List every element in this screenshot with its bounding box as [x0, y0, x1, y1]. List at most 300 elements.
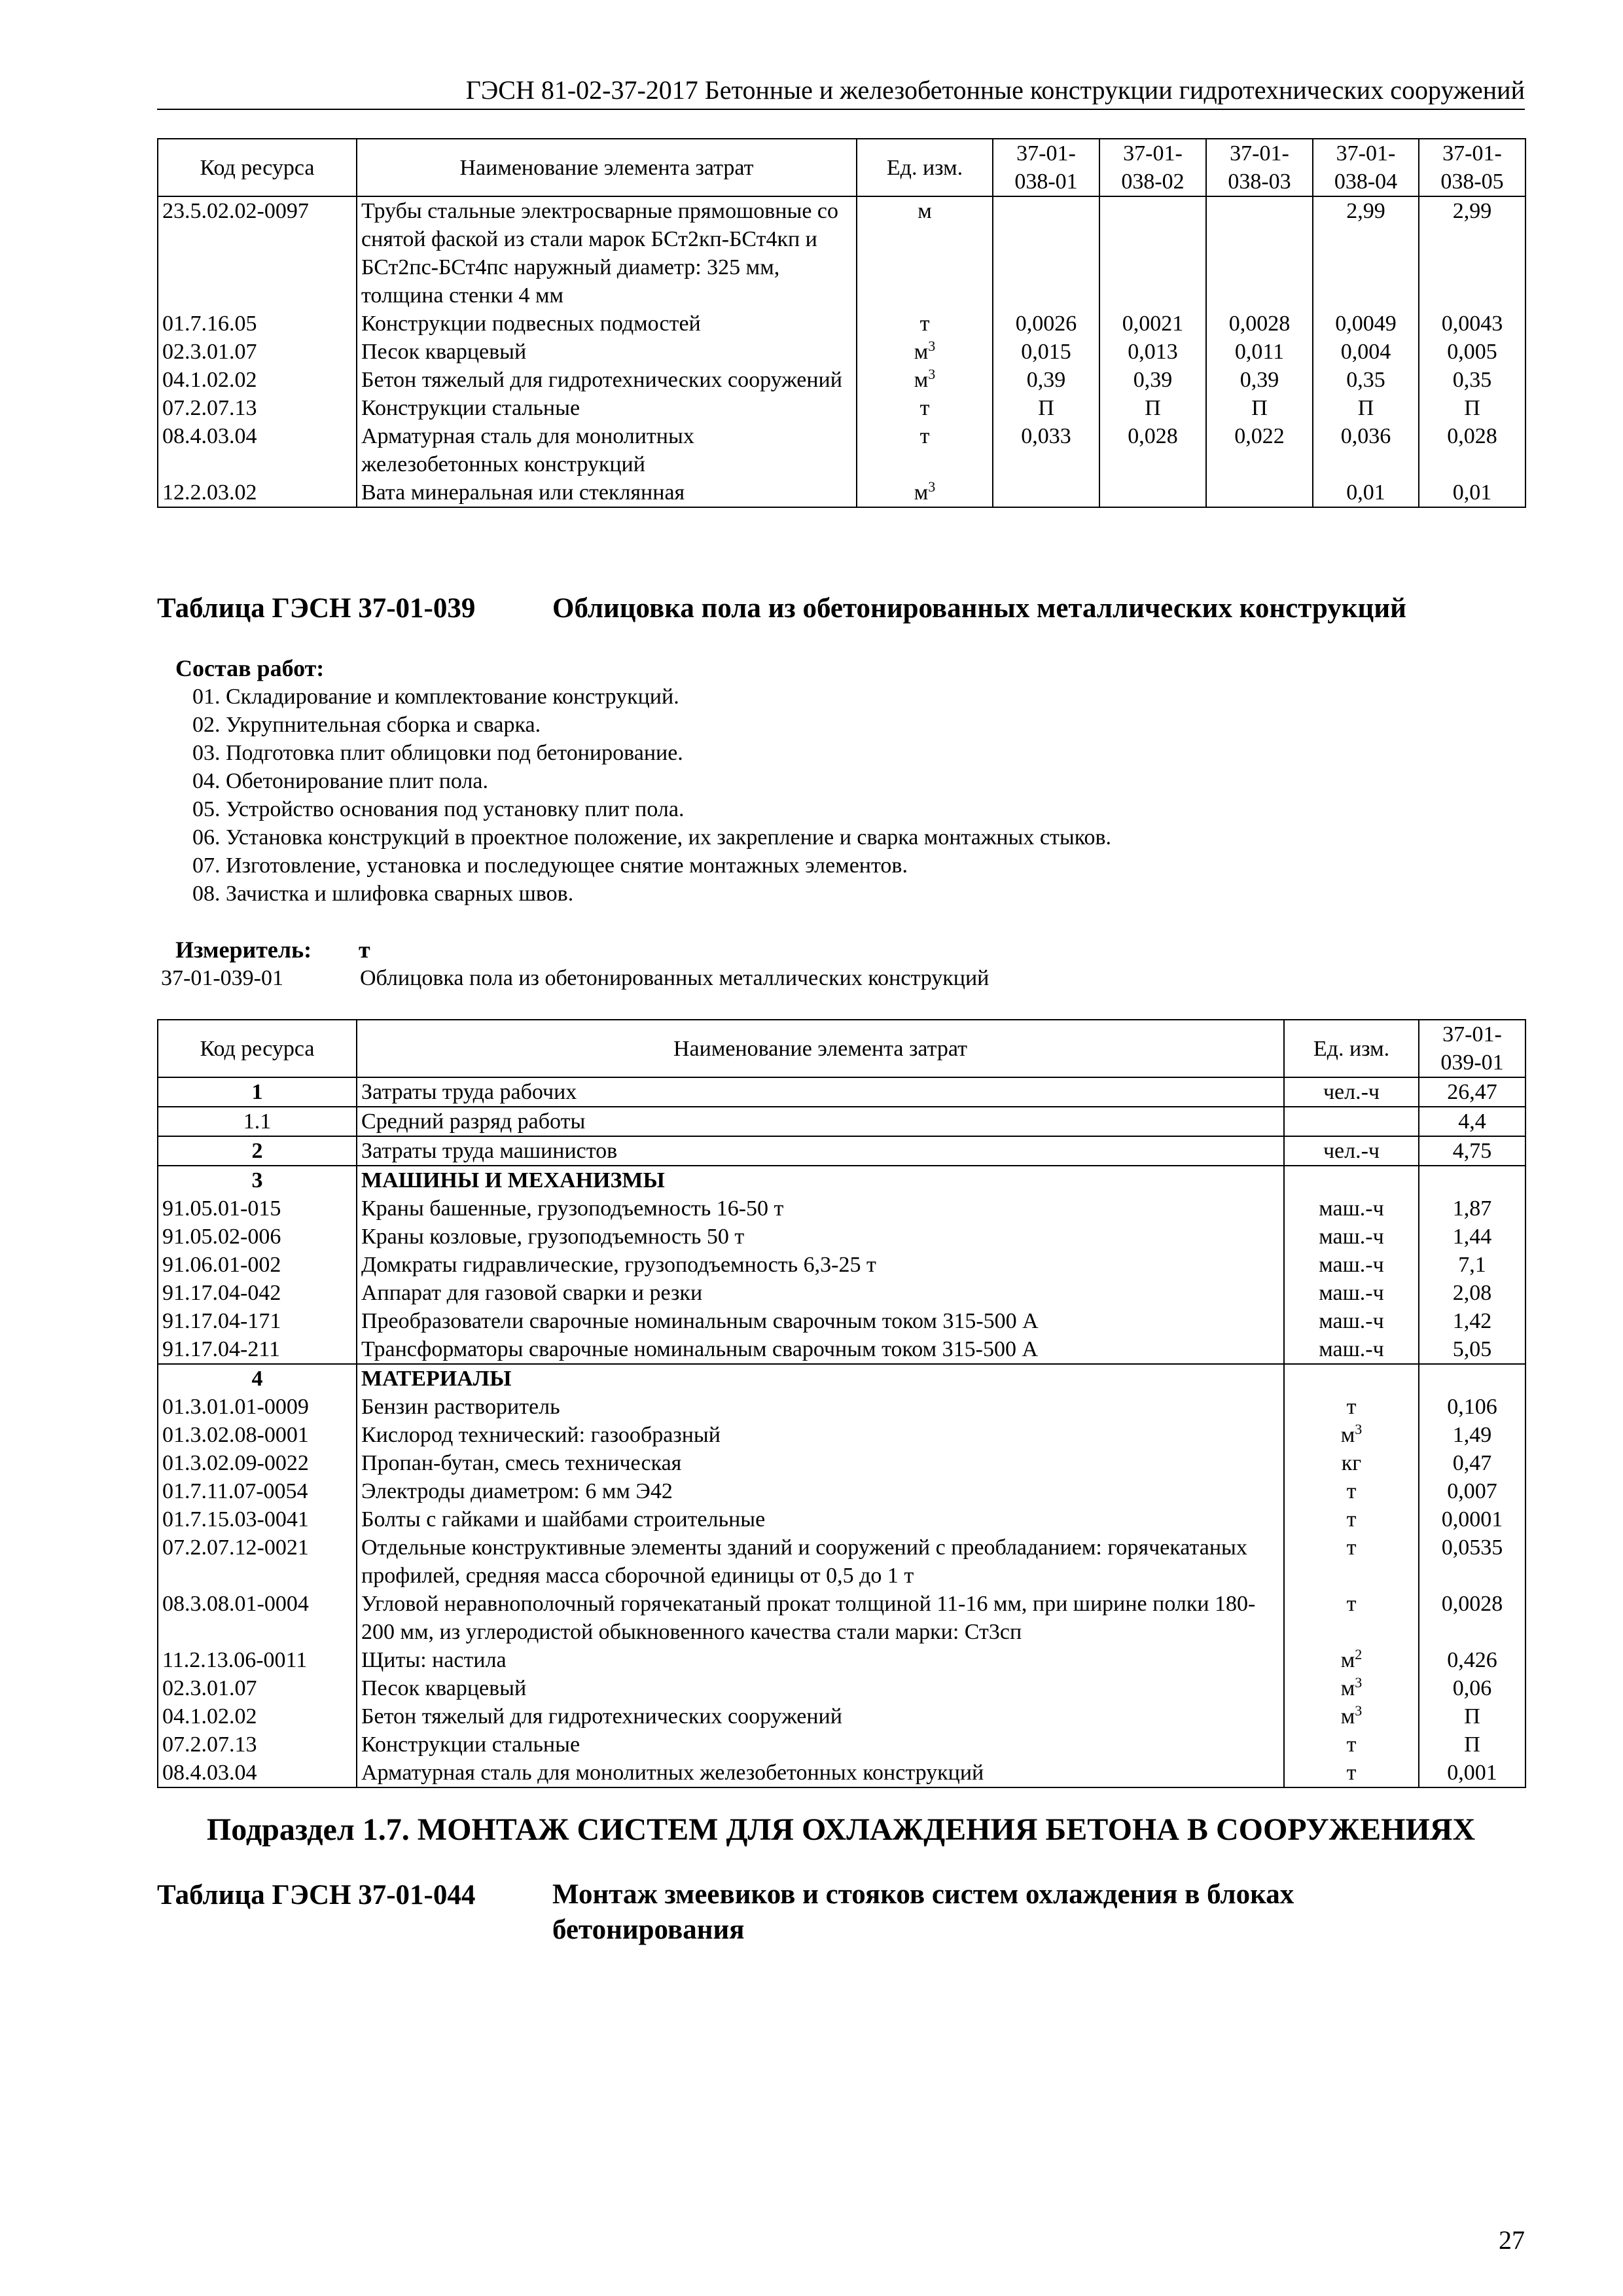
- norm-value: [1419, 1364, 1525, 1393]
- resource-unit: [1284, 1590, 1419, 1646]
- norm-value: [1419, 1759, 1525, 1787]
- work-item: 05. Устройство основания под установку плит пола.: [192, 797, 685, 821]
- table-title-039: [157, 590, 1525, 630]
- norm-value: [1419, 422, 1525, 478]
- norm-value-text: 0,004: [1340, 340, 1391, 364]
- table-row: [158, 1505, 1525, 1534]
- resource-code-text: 91.05.01-015: [162, 1196, 281, 1221]
- resource-name: [357, 1136, 1284, 1166]
- table-row: [158, 422, 1525, 478]
- norm-value-text: 0,013: [1128, 340, 1178, 364]
- resource-code: [158, 338, 357, 366]
- resource-code-text: 01.7.11.07-0054: [162, 1479, 308, 1503]
- resource-unit-text: маш.-ч: [1319, 1196, 1384, 1221]
- resource-name-text: Краны башенные, грузоподъемность 16-50 т: [361, 1196, 784, 1221]
- resource-unit: [857, 478, 993, 507]
- table-row: [158, 478, 1525, 507]
- norm-value: [993, 478, 1099, 507]
- resource-unit-text: маш.-ч: [1319, 1337, 1384, 1361]
- resource-code: [158, 1731, 357, 1759]
- norm-value: [993, 196, 1099, 310]
- norm-value: [1099, 366, 1206, 394]
- resource-unit: [1284, 1759, 1419, 1787]
- resource-name: [357, 1702, 1284, 1731]
- norm-value: [1206, 394, 1313, 422]
- norm-value: [1099, 394, 1206, 422]
- norm-value-text: 0,011: [1234, 340, 1285, 364]
- resource-name-text: Щиты: настила: [361, 1648, 507, 1672]
- resource-name: [357, 1534, 1284, 1590]
- norm-value: [1419, 1223, 1525, 1251]
- resource-code: [158, 1477, 357, 1505]
- resource-code-text: 4: [251, 1367, 263, 1391]
- resource-code-text: 91.05.02-006: [162, 1225, 281, 1249]
- resource-unit-text: м: [914, 340, 929, 364]
- resource-code-text: 01.7.15.03-0041: [162, 1507, 309, 1532]
- resource-code-text: 07.2.07.12-0021: [162, 1535, 309, 1560]
- resource-code-text: 08.4.03.04: [162, 424, 257, 448]
- resource-code: [158, 1077, 357, 1107]
- resource-code-text: 04.1.02.02: [162, 368, 257, 392]
- norm-value: [1419, 1534, 1525, 1590]
- table-row: [158, 1335, 1525, 1364]
- resource-code-text: 91.17.04-171: [162, 1309, 281, 1333]
- norm-value: [1419, 394, 1525, 422]
- norm-value: [1419, 1335, 1525, 1364]
- resource-unit: [1284, 1307, 1419, 1335]
- norm-title: Облицовка пола из обетонированных металлических конструкций: [360, 966, 990, 990]
- resource-unit-text: маш.-ч: [1319, 1253, 1384, 1277]
- norm-value: [1313, 196, 1419, 310]
- norm-value-text: 0,426: [1447, 1648, 1497, 1672]
- table-row: [158, 1251, 1525, 1279]
- resource-code-text: 1.1: [243, 1109, 272, 1134]
- resource-name: [357, 1759, 1284, 1787]
- resource-code: [158, 1335, 357, 1364]
- resource-name-text: Затраты труда машинистов: [361, 1139, 618, 1163]
- norm-value-text: 0,015: [1021, 340, 1071, 364]
- page-number: 27: [1499, 2225, 1525, 2255]
- work-item: 02. Укрупнительная сборка и сварка.: [192, 713, 541, 737]
- resource-name: [357, 1731, 1284, 1759]
- resource-unit: [1284, 1364, 1419, 1393]
- unit-exponent: 3: [928, 478, 936, 495]
- norm-value: [1206, 310, 1313, 338]
- norm-value: [1313, 394, 1419, 422]
- unit-exponent: 3: [928, 338, 936, 354]
- norm-value: [1419, 310, 1525, 338]
- norm-value-text: 0,036: [1340, 424, 1391, 448]
- norm-value: [1419, 1674, 1525, 1702]
- table-caption: Монтаж змеевиков и стояков систем охлаждения в блоках бетонирования: [552, 1879, 1294, 1945]
- header-rule: [157, 109, 1525, 110]
- resource-unit: [1284, 1166, 1419, 1194]
- resource-code-text: 2: [251, 1139, 263, 1163]
- resource-name-text: Трансформаторы сварочные номинальным сварочным током 315-500 А: [361, 1337, 1039, 1361]
- resource-name: [357, 1393, 1284, 1421]
- resource-name-text: Электроды диаметром: 6 мм Э42: [361, 1479, 673, 1503]
- resource-code: [158, 1759, 357, 1787]
- resource-name: [357, 1307, 1284, 1335]
- resource-code: [158, 196, 357, 310]
- norm-value: [993, 394, 1099, 422]
- resource-unit-text: т: [1346, 1592, 1357, 1616]
- resource-name: [357, 1477, 1284, 1505]
- table-header-row: [158, 139, 1525, 196]
- table-title-044: [157, 1877, 1525, 1956]
- norm-value-text: 0,01: [1452, 480, 1492, 505]
- norm-value-text: 0,47: [1452, 1451, 1492, 1475]
- resource-unit: [1284, 1421, 1419, 1449]
- norm-value-text: 0,35: [1452, 368, 1492, 392]
- resource-unit: [1284, 1136, 1419, 1166]
- resource-unit: [857, 338, 993, 366]
- col-header-unit: Ед. изм.: [857, 139, 993, 196]
- norm-value-text: 2,99: [1452, 199, 1492, 223]
- resource-code-text: 91.17.04-211: [162, 1337, 281, 1361]
- resource-unit-text: м: [1340, 1704, 1355, 1729]
- norm-value: [1419, 1393, 1525, 1421]
- resource-name: [357, 1421, 1284, 1449]
- col-header-code: Код ресурса: [158, 1020, 357, 1077]
- table-caption: Облицовка пола из обетонированных металлических конструкций: [552, 593, 1406, 624]
- work-item: 04. Обетонирование плит пола.: [192, 769, 488, 793]
- resource-unit-text: м: [918, 199, 932, 223]
- norm-value-text: 0,0001: [1441, 1507, 1503, 1532]
- norm-value-text: П: [1251, 396, 1268, 420]
- resource-code-text: 1: [251, 1080, 263, 1104]
- resource-name-text: МАТЕРИАЛЫ: [361, 1367, 512, 1391]
- col-header-code: Код ресурса: [158, 139, 357, 196]
- resource-name-text: Пропан-бутан, смесь техническая: [361, 1451, 682, 1475]
- norm-value-text: П: [1357, 396, 1374, 420]
- resource-unit-text: т: [1346, 1732, 1357, 1757]
- resource-unit: [1284, 1107, 1419, 1136]
- norm-value: [1419, 478, 1525, 507]
- norm-value: [1419, 196, 1525, 310]
- resource-name-text: Бетон тяжелый для гидротехнических сооружений: [361, 368, 842, 392]
- resource-name-text: Арматурная сталь для монолитных железобетонных конструкций: [361, 424, 694, 476]
- resource-code: [158, 1107, 357, 1136]
- col-header-038-05: 37-01-038-05: [1419, 139, 1525, 196]
- norm-value: [1419, 1136, 1525, 1166]
- resource-unit-text: маш.-ч: [1319, 1281, 1384, 1305]
- norm-value-text: 1,87: [1452, 1196, 1492, 1221]
- col-header-038-01: 37-01-038-01: [993, 139, 1099, 196]
- resource-code-text: 3: [251, 1168, 263, 1193]
- resource-unit: [1284, 1335, 1419, 1364]
- resource-code-text: 02.3.01.07: [162, 340, 257, 364]
- norm-value-text: 0,0026: [1015, 312, 1077, 336]
- resource-unit-text: чел.-ч: [1323, 1080, 1380, 1104]
- resource-name-text: Бетон тяжелый для гидротехнических сооружений: [361, 1704, 842, 1729]
- table-row: [158, 1590, 1525, 1646]
- norm-value-text: 1,44: [1452, 1225, 1492, 1249]
- resource-name-text: Аппарат для газовой сварки и резки: [361, 1281, 703, 1305]
- norm-value: [1099, 196, 1206, 310]
- norm-value: [1419, 1505, 1525, 1534]
- norm-value: [1419, 1731, 1525, 1759]
- resource-unit: [1284, 1279, 1419, 1307]
- resource-name: [357, 1251, 1284, 1279]
- resource-unit-text: т: [1346, 1395, 1357, 1419]
- resource-code: [158, 310, 357, 338]
- resource-code: [158, 478, 357, 507]
- norm-value-text: 5,05: [1452, 1337, 1492, 1361]
- resource-code-text: 07.2.07.13: [162, 1732, 257, 1757]
- table-row: [158, 196, 1525, 310]
- resource-unit-text: чел.-ч: [1323, 1139, 1380, 1163]
- resource-code: [158, 1505, 357, 1534]
- resource-unit-text: т: [919, 396, 930, 420]
- resource-name-text: Болты с гайками и шайбами строительные: [361, 1507, 766, 1532]
- resource-code: [158, 366, 357, 394]
- resource-unit: [857, 422, 993, 478]
- norm-value-text: 7,1: [1458, 1253, 1486, 1277]
- resource-unit-text: м: [1340, 1676, 1355, 1700]
- norm-value: [993, 310, 1099, 338]
- norm-value: [1419, 1077, 1525, 1107]
- table-row: [158, 1731, 1525, 1759]
- resource-name-text: Арматурная сталь для монолитных железобетонных конструкций: [361, 1761, 984, 1785]
- resource-unit: [1284, 1077, 1419, 1107]
- table-row: [158, 366, 1525, 394]
- resource-code-text: 91.06.01-002: [162, 1253, 281, 1277]
- norm-code: 37-01-039-01: [161, 966, 283, 990]
- section-row: [158, 1364, 1525, 1393]
- norm-value: [1419, 1449, 1525, 1477]
- resource-code: [158, 1590, 357, 1646]
- resource-code-text: 07.2.07.13: [162, 396, 257, 420]
- resource-unit: [1284, 1702, 1419, 1731]
- norm-value: [1419, 1307, 1525, 1335]
- resource-code: [158, 1251, 357, 1279]
- table-row: [158, 1449, 1525, 1477]
- norm-value-text: 0,0043: [1441, 312, 1503, 336]
- resource-code: [158, 1449, 357, 1477]
- norm-value: [1313, 338, 1419, 366]
- table-row: [158, 1477, 1525, 1505]
- resource-name: [357, 1364, 1284, 1393]
- resource-name-text: Краны козловые, грузоподъемность 50 т: [361, 1225, 745, 1249]
- resource-code-text: 23.5.02.02-0097: [162, 199, 309, 223]
- resource-name: [357, 366, 857, 394]
- norm-value: [993, 422, 1099, 478]
- unit-exponent: 2: [1355, 1646, 1363, 1662]
- norm-value-text: П: [1464, 1704, 1480, 1729]
- meter-label: Измеритель:: [175, 937, 312, 963]
- resource-unit-text: т: [919, 312, 930, 336]
- table-row: [158, 1534, 1525, 1590]
- resource-name: [357, 1166, 1284, 1194]
- norm-value-text: 0,001: [1447, 1761, 1497, 1785]
- resource-name: [357, 1279, 1284, 1307]
- resource-unit-text: т: [1346, 1507, 1357, 1532]
- resource-unit: [1284, 1393, 1419, 1421]
- resource-unit: [1284, 1674, 1419, 1702]
- resource-unit: [857, 366, 993, 394]
- norm-value-text: 0,0028: [1441, 1592, 1503, 1616]
- resource-unit: [1284, 1646, 1419, 1674]
- norm-value-text: 2,08: [1452, 1281, 1492, 1305]
- norm-value-text: 0,35: [1346, 368, 1385, 392]
- norm-value: [1099, 478, 1206, 507]
- resource-name: [357, 1194, 1284, 1223]
- norm-value-text: 0,39: [1133, 368, 1173, 392]
- resource-unit: [857, 196, 993, 310]
- resource-code: [158, 1194, 357, 1223]
- resource-code: [158, 394, 357, 422]
- norm-value: [1419, 1279, 1525, 1307]
- resource-unit: [1284, 1731, 1419, 1759]
- norm-value: [1419, 1107, 1525, 1136]
- table-row: [158, 394, 1525, 422]
- resource-code-text: 02.3.01.07: [162, 1676, 257, 1700]
- resource-code-text: 11.2.13.06-0011: [162, 1648, 308, 1672]
- resource-name-text: Конструкции подвесных подмостей: [361, 312, 701, 336]
- resource-name: [357, 1335, 1284, 1364]
- resource-name-text: Средний разряд работы: [361, 1109, 586, 1134]
- resource-unit-text: т: [1346, 1761, 1357, 1785]
- norm-value: [993, 366, 1099, 394]
- work-item: 06. Установка конструкций в проектное положение, их закрепление и сварка монтажных стыков.: [192, 825, 1112, 850]
- resource-code: [158, 1393, 357, 1421]
- resource-code: [158, 1136, 357, 1166]
- resource-code-text: 12.2.03.02: [162, 480, 257, 505]
- norm-value-text: 0,005: [1447, 340, 1497, 364]
- resource-code: [158, 1674, 357, 1702]
- norm-value: [1419, 1477, 1525, 1505]
- work-item: 03. Подготовка плит облицовки под бетонирование.: [192, 741, 683, 765]
- works-list: [192, 683, 1111, 908]
- norm-value: [1419, 1646, 1525, 1674]
- subsection-heading: Подраздел 1.7. МОНТАЖ СИСТЕМ ДЛЯ ОХЛАЖДЕНИЯ БЕТОНА В СООРУЖЕНИЯХ: [206, 1812, 1476, 1847]
- unit-exponent: 3: [1355, 1421, 1363, 1437]
- table-row: [158, 310, 1525, 338]
- resource-name-text: Кислород технический: газообразный: [361, 1423, 721, 1447]
- resource-name: [357, 1505, 1284, 1534]
- running-header: ГЭСН 81-02-37-2017 Бетонные и железобетонные конструкции гидротехнических сооружений: [465, 75, 1525, 105]
- unit-exponent: 3: [1355, 1674, 1363, 1691]
- resource-unit: [1284, 1194, 1419, 1223]
- resource-code-text: 01.3.01.01-0009: [162, 1395, 309, 1419]
- meter-value: т: [359, 937, 370, 963]
- resource-name: [357, 394, 857, 422]
- table-row: [158, 1279, 1525, 1307]
- norm-value-text: 0,39: [1026, 368, 1066, 392]
- col-header-name: Наименование элемента затрат: [357, 139, 857, 196]
- norm-value: [1313, 366, 1419, 394]
- resource-code: [158, 1534, 357, 1590]
- table-row: [158, 1674, 1525, 1702]
- norm-value: [1419, 1590, 1525, 1646]
- resource-name: [357, 196, 857, 310]
- table-body: [158, 196, 1525, 507]
- table-row: [158, 1702, 1525, 1731]
- section-row: [158, 1136, 1525, 1166]
- resource-code: [158, 1364, 357, 1393]
- resource-unit-text: кг: [1341, 1451, 1362, 1475]
- norm-value-text: 0,033: [1021, 424, 1071, 448]
- norm-value-text: 0,007: [1447, 1479, 1497, 1503]
- resource-code-text: 08.3.08.01-0004: [162, 1592, 309, 1616]
- resource-name-text: Конструкции стальные: [361, 1732, 580, 1757]
- section-row: [158, 1166, 1525, 1194]
- norm-value: [1206, 366, 1313, 394]
- norm-value-text: П: [1038, 396, 1054, 420]
- resource-code-text: 04.1.02.02: [162, 1704, 257, 1729]
- table-number: Таблица ГЭСН 37-01-044: [157, 1880, 476, 1910]
- resource-code: [158, 1421, 357, 1449]
- resource-name: [357, 1449, 1284, 1477]
- resource-name: [357, 338, 857, 366]
- table-header-row: [158, 1020, 1525, 1077]
- resource-name: [357, 1646, 1284, 1674]
- table-row: [158, 1307, 1525, 1335]
- table-body: [158, 1077, 1525, 1787]
- resource-name-text: Трубы стальные электросварные прямошовные со снятой фаской из стали марок БСт2кп-БСт4кп и БСт2пс-БСт4пс наружный диаметр: 325 мм, толщина стенки 4 мм: [361, 199, 839, 308]
- norm-value-text: 0,39: [1240, 368, 1279, 392]
- col-header-039-01: 37-01-039-01: [1419, 1020, 1525, 1077]
- norm-value: [1419, 1702, 1525, 1731]
- col-header-name: Наименование элемента затрат: [357, 1020, 1284, 1077]
- work-item: 08. Зачистка и шлифовка сварных швов.: [192, 882, 574, 906]
- resource-code-text: 08.4.03.04: [162, 1761, 257, 1785]
- norm-value: [1206, 338, 1313, 366]
- col-header-038-02: 37-01-038-02: [1099, 139, 1206, 196]
- resource-unit: [857, 310, 993, 338]
- col-header-038-04: 37-01-038-04: [1313, 139, 1419, 196]
- resource-name: [357, 1674, 1284, 1702]
- norm-value: [1099, 338, 1206, 366]
- resource-unit-text: т: [1346, 1479, 1357, 1503]
- resource-unit: [857, 394, 993, 422]
- resource-code: [158, 1279, 357, 1307]
- works-heading: Состав работ:: [175, 655, 325, 681]
- resource-unit-text: маш.-ч: [1319, 1225, 1384, 1249]
- table-row: [158, 1421, 1525, 1449]
- work-item: 01. Складирование и комплектование конструкций.: [192, 685, 679, 709]
- norm-value: [1206, 422, 1313, 478]
- norm-value-text: 4,75: [1452, 1139, 1492, 1163]
- norm-value: [1099, 310, 1206, 338]
- norm-value: [1419, 1166, 1525, 1194]
- resource-unit: [1284, 1223, 1419, 1251]
- resource-unit-text: м: [1340, 1648, 1355, 1672]
- resource-code-text: 01.3.02.09-0022: [162, 1451, 309, 1475]
- norm-value-text: 26,47: [1447, 1080, 1497, 1104]
- table-row: [158, 1759, 1525, 1787]
- resource-code-text: 91.17.04-042: [162, 1281, 281, 1305]
- resource-name-text: Вата минеральная или стеклянная: [361, 480, 685, 505]
- resource-code: [158, 1646, 357, 1674]
- resource-name-text: Преобразователи сварочные номинальным сварочным током 315-500 А: [361, 1309, 1039, 1333]
- resource-unit: [1284, 1505, 1419, 1534]
- norm-value-text: 0,0021: [1122, 312, 1184, 336]
- norm-value-text: 0,0535: [1441, 1535, 1503, 1560]
- norm-value: [993, 338, 1099, 366]
- resource-name: [357, 1107, 1284, 1136]
- norm-value-text: 0,0049: [1335, 312, 1397, 336]
- resource-name: [357, 1223, 1284, 1251]
- resource-unit-text: т: [919, 424, 930, 448]
- norm-value: [1419, 1251, 1525, 1279]
- norm-value-text: 1,42: [1452, 1309, 1492, 1333]
- resource-unit: [1284, 1477, 1419, 1505]
- norm-value-text: 0,028: [1447, 424, 1497, 448]
- norm-value: [1419, 366, 1525, 394]
- norm-value: [1099, 422, 1206, 478]
